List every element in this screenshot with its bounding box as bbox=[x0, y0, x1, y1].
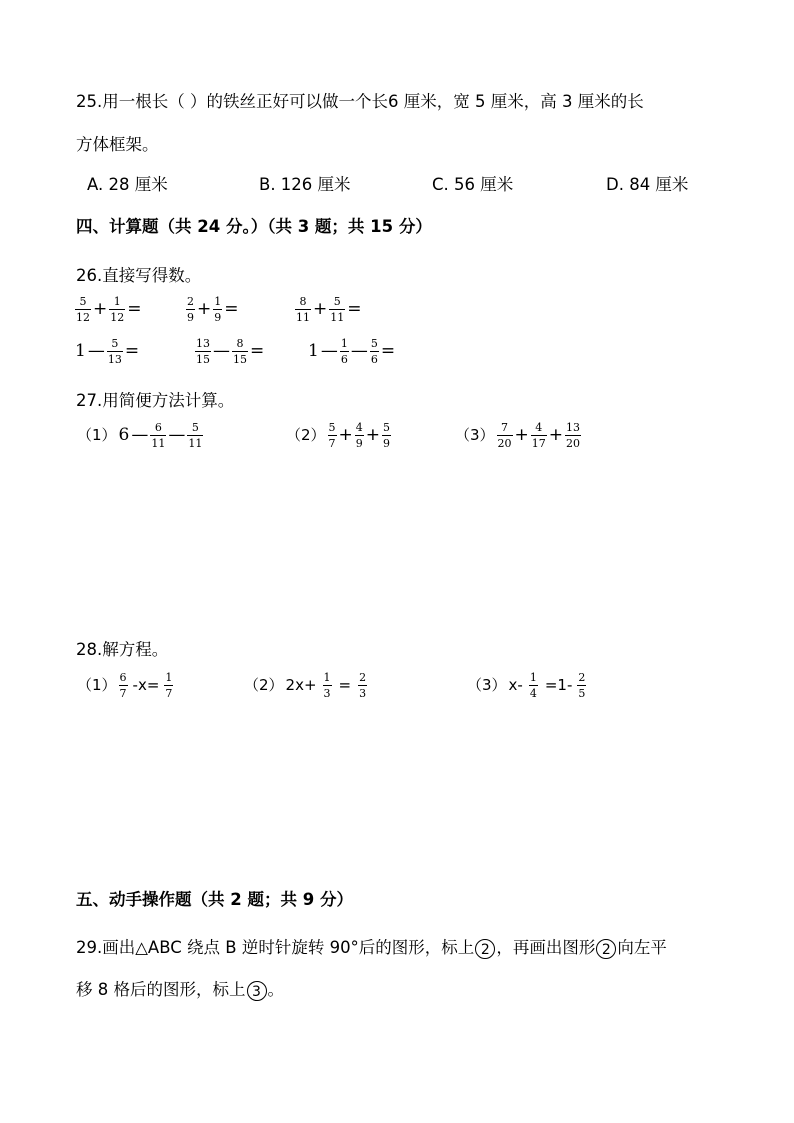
q28-part3: （3） x- $\frac{1}{4}$ =1- $\frac{2}{5}$ bbox=[467, 671, 586, 700]
q27-part1: （1） 6 — $\frac{6}{11}$ — $\frac{5}{11}$ bbox=[77, 421, 203, 450]
q29-line2 bbox=[76, 976, 284, 1001]
fraction: $\frac{6}{7}$ bbox=[119, 671, 127, 700]
q25-option-b: B. 126 厘米 bbox=[259, 175, 351, 194]
q29-line1-text-c: 向左平 bbox=[617, 938, 667, 957]
circled-number-2: 2 bbox=[596, 939, 616, 959]
fraction: $\frac{13}{15}$ bbox=[196, 337, 210, 366]
fraction: $\frac{1}{3}$ bbox=[323, 671, 331, 700]
fraction: $\frac{4}{17}$ bbox=[531, 421, 546, 450]
q29-line1-text-a: 29.画出△ABC 绕点 B 逆时针旋转 90°后的图形，标上 bbox=[76, 938, 475, 957]
fraction: $\frac{1}{12}$ bbox=[110, 295, 125, 324]
fraction: $\frac{1}{4}$ bbox=[529, 671, 537, 700]
q29-line2-text-b: 。 bbox=[267, 980, 284, 999]
fraction: $\frac{5}{7}$ bbox=[328, 421, 336, 450]
q26-title: 26.直接写得数。 bbox=[76, 266, 202, 285]
q28-title: 28.解方程。 bbox=[76, 640, 169, 659]
q26-r2-expr3: 1 — $\frac{1}{6}$ — $\frac{5}{6}$ = bbox=[308, 337, 396, 366]
q29-line1-text-b: ，再画出图形 bbox=[496, 938, 596, 957]
q28-part2: （2） 2x+ $\frac{1}{3}$ = $\frac{2}{3}$ bbox=[244, 671, 367, 700]
fraction: $\frac{4}{9}$ bbox=[355, 421, 363, 450]
fraction: $\frac{2}{9}$ bbox=[187, 295, 194, 324]
fraction: $\frac{8}{11}$ bbox=[296, 295, 310, 324]
section4-heading: 四、计算题（共 24 分。）（共 3 题；共 15 分） bbox=[76, 217, 432, 236]
q27-part3: （3） $\frac{7}{20}$ + $\frac{4}{17}$ + $\frac{13}{20}$ bbox=[455, 421, 581, 450]
q25-line2: 方体框架。 bbox=[76, 135, 159, 154]
q25-line1: 25.用一根长（ ）的铁丝正好可以做一个长6 厘米，宽 5 厘米，高 3 厘米的长 bbox=[76, 92, 644, 111]
fraction: $\frac{1}{6}$ bbox=[340, 337, 348, 366]
fraction: $\frac{8}{15}$ bbox=[233, 337, 247, 366]
fraction: $\frac{6}{11}$ bbox=[151, 421, 166, 450]
section5-heading: 五、动手操作题（共 2 题；共 9 分） bbox=[76, 890, 353, 909]
fraction: $\frac{5}{6}$ bbox=[370, 337, 378, 366]
fraction: $\frac{5}{13}$ bbox=[107, 337, 122, 366]
fraction: $\frac{1}{9}$ bbox=[214, 295, 222, 324]
fraction: $\frac{2}{3}$ bbox=[359, 671, 367, 700]
q26-r1-expr1: $\frac{5}{12}$ + $\frac{1}{12}$ = bbox=[76, 295, 142, 324]
fraction: $\frac{5}{11}$ bbox=[330, 295, 345, 324]
q27-part2: （2） $\frac{5}{7}$ + $\frac{4}{9}$ + $\frac{5}{9}$ bbox=[286, 421, 391, 450]
fraction: $\frac{1}{7}$ bbox=[165, 671, 173, 700]
q25-option-a: A. 28 厘米 bbox=[87, 175, 168, 194]
fraction: $\frac{13}{20}$ bbox=[566, 421, 581, 450]
q26-r2-expr1: 1 — $\frac{5}{13}$ = bbox=[75, 337, 140, 366]
q26-r2-expr2: $\frac{13}{15}$ — $\frac{8}{15}$ = bbox=[196, 337, 265, 366]
fraction: $\frac{5}{12}$ bbox=[76, 295, 90, 324]
q28-part1: （1） $\frac{6}{7}$ -x= $\frac{1}{7}$ bbox=[77, 671, 173, 700]
q27-title: 27.用简便方法计算。 bbox=[76, 391, 235, 410]
q29-line2-text-a: 移 8 格后的图形，标上 bbox=[76, 980, 246, 999]
q25-option-c: C. 56 厘米 bbox=[432, 175, 514, 194]
fraction: $\frac{5}{11}$ bbox=[188, 421, 203, 450]
fraction: $\frac{2}{5}$ bbox=[578, 671, 586, 700]
circled-number-3: 3 bbox=[247, 981, 267, 1001]
circled-number-2: 2 bbox=[475, 939, 495, 959]
q26-r1-expr3: $\frac{8}{11}$ + $\frac{5}{11}$ = bbox=[296, 295, 362, 324]
fraction: $\frac{5}{9}$ bbox=[383, 421, 391, 450]
q26-r1-expr2: $\frac{2}{9}$ + $\frac{1}{9}$ = bbox=[187, 295, 239, 324]
q29-line1 bbox=[76, 934, 667, 959]
fraction: $\frac{7}{20}$ bbox=[497, 421, 512, 450]
q25-option-d: D. 84 厘米 bbox=[606, 175, 689, 194]
